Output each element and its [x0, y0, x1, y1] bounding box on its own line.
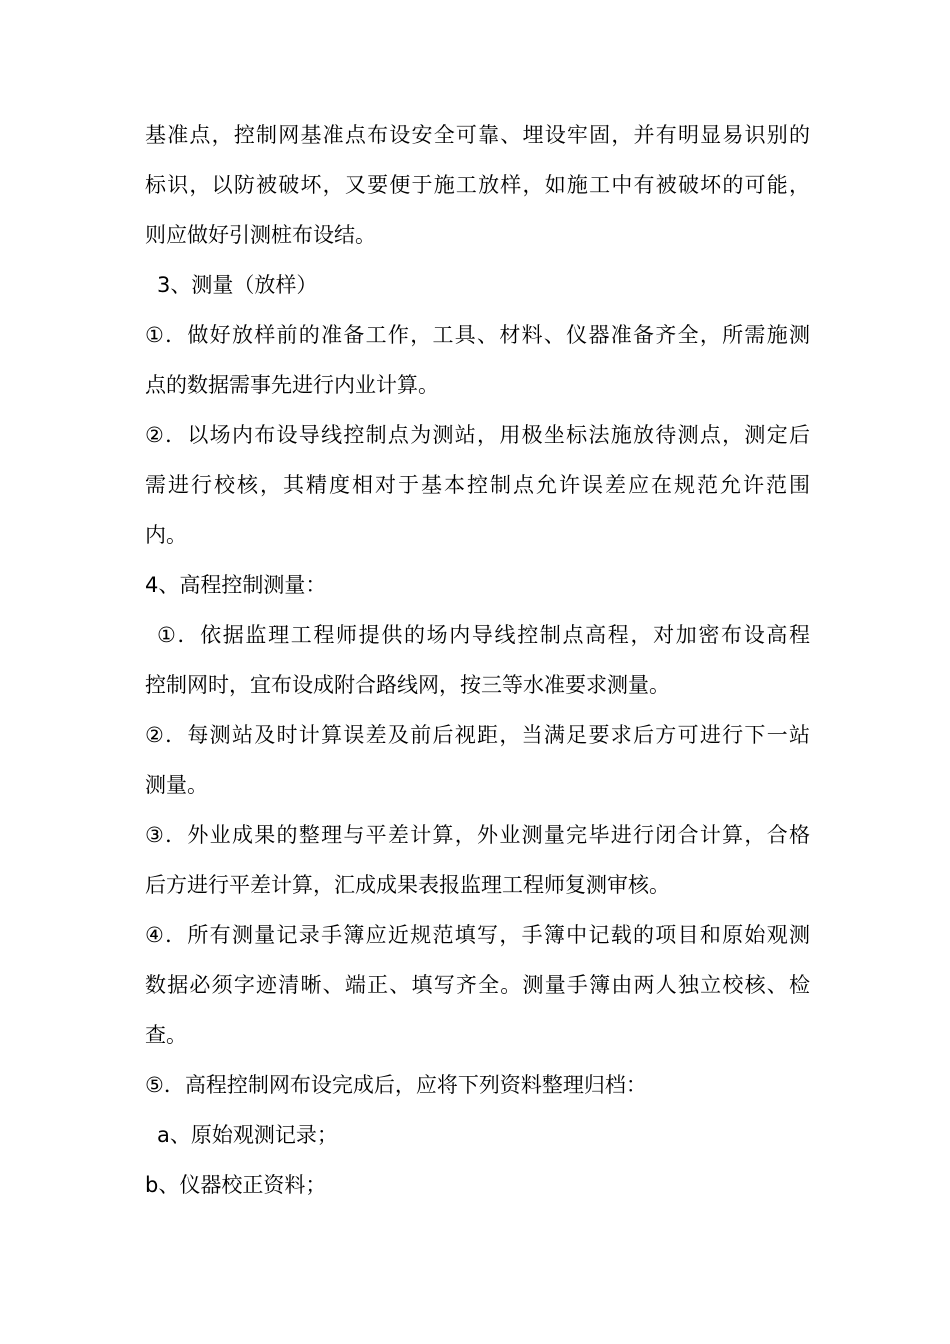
document-body — [145, 110, 810, 1210]
paragraph-line: 内。 — [145, 523, 187, 547]
list-item: a、原始观测记录； — [157, 1123, 338, 1147]
paragraph-line: ③．外业成果的整理与平差计算，外业测量完毕进行闭合计算，合格 — [145, 823, 810, 847]
paragraph-line: 基准点，控制网基准点布设安全可靠、埋设牢固，并有明显易识别的 — [145, 123, 810, 147]
paragraph-line: ②．以场内布设导线控制点为测站，用极坐标法施放待测点，测定后 — [145, 423, 810, 447]
paragraph-line: ①．依据监理工程师提供的场内导线控制点高程，对加密布设高程 — [157, 623, 810, 647]
paragraph-line: ①．做好放样前的准备工作，工具、材料、仪器准备齐全，所需施测 — [145, 323, 810, 347]
section-heading-measurement: 3、测量（放样） — [157, 273, 318, 297]
paragraph-line: 数据必须字迹清晰、端正、填写齐全。测量手簿由两人独立校核、检 — [145, 973, 810, 997]
list-item: b、仪器校正资料； — [145, 1173, 327, 1197]
paragraph-line: 测量。 — [145, 773, 208, 797]
paragraph-line: ④．所有测量记录手簿应近规范填写，手簿中记载的项目和原始观测 — [145, 923, 810, 947]
paragraph-line: 控制网时，宜布设成附合路线网，按三等水准要求测量。 — [145, 673, 670, 697]
paragraph-line: ②．每测站及时计算误差及前后视距，当满足要求后方可进行下一站 — [145, 723, 810, 747]
paragraph-line: 则应做好引测桩布设结。 — [145, 223, 376, 247]
section-heading-elevation-control: 4、高程控制测量： — [145, 573, 327, 597]
paragraph-line: ⑤．高程控制网布设完成后，应将下列资料整理归档： — [145, 1073, 647, 1097]
paragraph-line: 点的数据需事先进行内业计算。 — [145, 373, 439, 397]
paragraph-line: 需进行校核，其精度相对于基本控制点允许误差应在规范允许范围 — [145, 473, 810, 497]
paragraph-line: 标识，以防被破坏，又要便于施工放样，如施工中有被破坏的可能， — [145, 173, 810, 197]
paragraph-line: 后方进行平差计算，汇成成果表报监理工程师复测审核。 — [145, 873, 670, 897]
paragraph-line: 查。 — [145, 1023, 187, 1047]
